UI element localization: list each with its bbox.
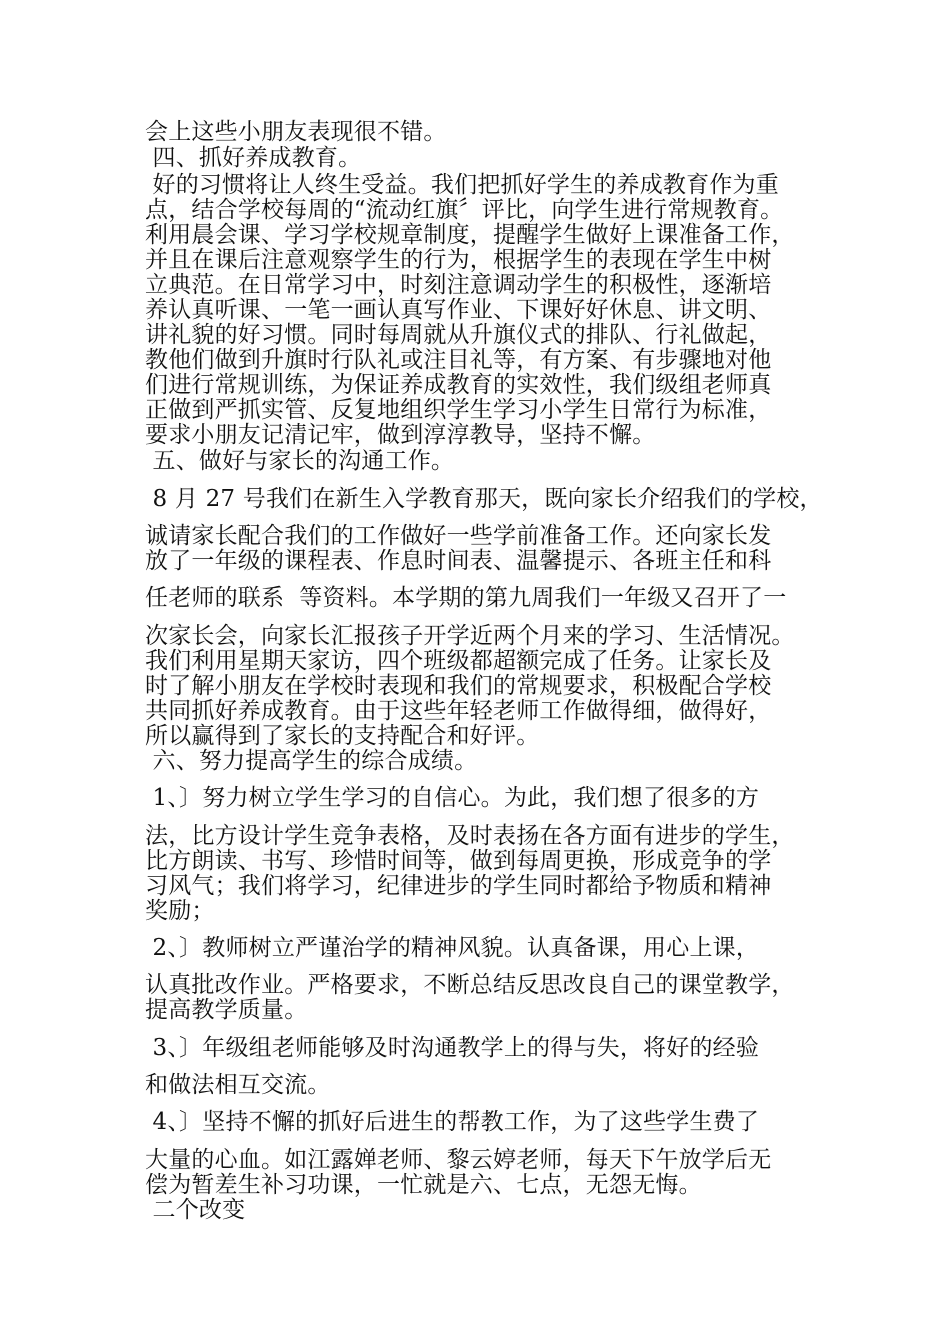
text-line: 好的习惯将让人终生受益。我们把抓好学生的养成教育作为重 — [145, 172, 779, 198]
section-heading: 二个改变 — [145, 1197, 246, 1223]
text-line: 并且在课后注意观察学生的行为，根据学生的表现在学生中树 — [145, 247, 772, 273]
text-line: 所以赢得到了家长的支持配合和好评。 — [145, 723, 540, 749]
text-line: 时了解小朋友在学校时表现和我们的常规要求，积极配合学校 — [145, 673, 772, 699]
text-line: 我们利用星期天家访，四个班级都超额完成了任务。让家长及 — [145, 648, 772, 674]
text-line: 8 月 27 号我们在新生入学教育那天，既向家长介绍我们的学校， — [145, 486, 823, 512]
text-line: 提高教学质量。 — [145, 997, 308, 1023]
text-line: 大量的心血。如江露婵老师、黎云婷老师，每天下午放学后无 — [145, 1147, 772, 1173]
text-line: 奖励； — [145, 898, 215, 924]
text-line: 次家长会，向家长汇报孩子开学近两个月来的学习、生活情况。 — [145, 623, 795, 649]
text-line: 比方朗读、书写、珍惜时间等，做到每周更换，形成竞争的学 — [145, 848, 772, 874]
text-line: 3、〕年级组老师能够及时沟通教学上的得与失，将好的经验 — [145, 1035, 760, 1061]
text-line: 正做到严抓实管、反复地组织学生学习小学生日常行为标准， — [145, 397, 772, 423]
text-line: 共同抓好养成教育。由于这些年轻老师工作做得细，做得好， — [145, 698, 772, 724]
section-heading: 六、努力提高学生的综合成绩。 — [145, 748, 478, 774]
text-line: 2、〕教师树立严谨治学的精神风貌。认真备课，用心上课， — [145, 935, 760, 961]
text-line: 会上这些小朋友表现很不错。 — [145, 119, 447, 145]
text-line: 们进行常规训练，为保证养成教育的实效性，我们级组老师真 — [145, 372, 772, 398]
text-line: 养认真听课、一笔一画认真写作业、下课好好休息、讲文明、 — [145, 297, 772, 323]
text-line: 诚请家长配合我们的工作做好一些学前准备工作。还向家长发 — [145, 523, 772, 549]
text-line: 讲礼貌的好习惯。同时每周就从升旗仪式的排队、行礼做起， — [145, 322, 772, 348]
text-line: 法，比方设计学生竞争表格，及时表扬在各方面有进步的学生， — [145, 823, 795, 849]
text-line: 任老师的联系 等资料。本学期的第九周我们一年级又召开了一 — [145, 585, 787, 611]
text-line: 要求小朋友记清记牢，做到淳淳教导，坚持不懈。 — [145, 422, 656, 448]
text-line: 偿为暂差生补习功课，一忙就是六、七点，无怨无悔。 — [145, 1172, 702, 1198]
text-line: 放了一年级的课程表、作息时间表、温馨提示、各班主任和科 — [145, 548, 772, 574]
text-line: 立典范。在日常学习中，时刻注意调动学生的积极性，逐渐培 — [145, 272, 772, 298]
section-heading: 五、做好与家长的沟通工作。 — [145, 448, 455, 474]
text-line: 和做法相互交流。 — [145, 1072, 331, 1098]
text-line: 点，结合学校每周的“流动红旗〞评比，向学生进行常规教育。 — [145, 197, 784, 223]
text-line: 利用晨会课、学习学校规章制度，提醒学生做好上课准备工作， — [145, 222, 795, 248]
text-line: 习风气；我们将学习，纪律进步的学生同时都给予物质和精神 — [145, 873, 772, 899]
text-line: 教他们做到升旗时行队礼或注目礼等，有方案、有步骤地对他 — [145, 347, 772, 373]
text-line: 1、〕努力树立学生学习的自信心。为此，我们想了很多的方 — [145, 785, 760, 811]
text-line: 认真批改作业。严格要求，不断总结反思改良自己的课堂教学， — [145, 972, 795, 998]
text-line: 4、〕坚持不懈的抓好后进生的帮教工作，为了这些学生费了 — [145, 1109, 760, 1135]
section-heading: 四、抓好养成教育。 — [145, 145, 362, 171]
